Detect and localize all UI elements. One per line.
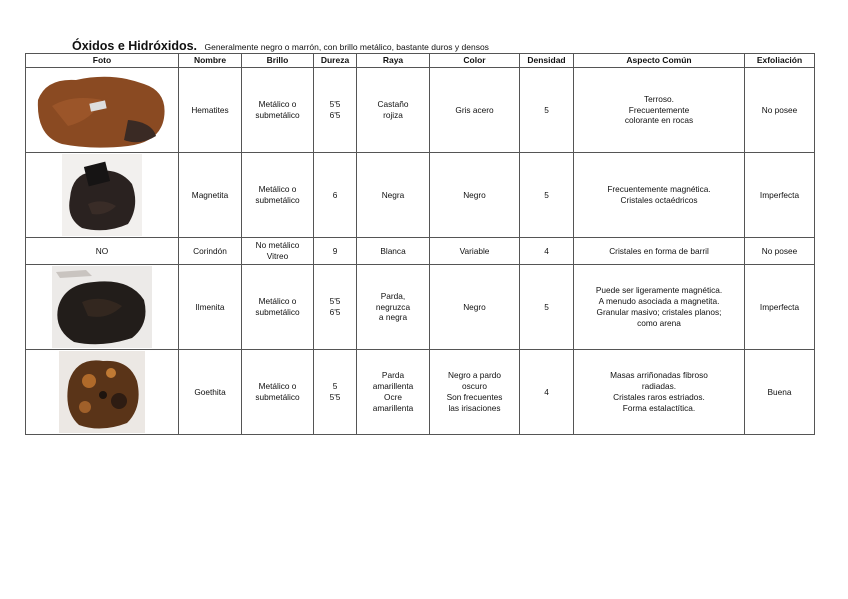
table-row — [26, 265, 815, 350]
title-main: Óxidos e Hidróxidos. — [72, 39, 198, 53]
photo-cell — [26, 153, 179, 238]
column-header-brillo: Brillo — [242, 54, 314, 68]
densidad-cell: 5 — [520, 68, 574, 153]
dureza-cell: 9 — [314, 238, 357, 265]
table-row — [26, 350, 815, 435]
column-header-dureza: Dureza — [314, 54, 357, 68]
column-header-exfoliacion: Exfoliación — [745, 54, 815, 68]
aspecto-cell: Masas arriñonadas fibroso radiadas. Cristales raros estriados. Forma estalactítica. — [574, 350, 745, 435]
hematites-photo — [32, 70, 172, 150]
aspecto-cell: Puede ser ligeramente magnética. A menudo asociada a magnetita. Granular masivo; cristales planos; como arena — [574, 265, 745, 350]
dureza-cell: 5 5'5 — [314, 350, 357, 435]
aspecto-cell: Terroso. Frecuentemente colorante en rocas — [574, 68, 745, 153]
photo-cell — [26, 350, 179, 435]
column-header-aspecto: Aspecto Común — [574, 54, 745, 68]
column-header-nombre: Nombre — [179, 54, 242, 68]
table-row — [26, 68, 815, 153]
color-cell: Negro — [430, 265, 520, 350]
color-cell: Negro a pardo oscuro Son frecuentes las irisaciones — [430, 350, 520, 435]
color-cell: Negro — [430, 153, 520, 238]
exfoliacion-cell: No posee — [745, 68, 815, 153]
aspecto-cell: Frecuentemente magnética. Cristales octaédricos — [574, 153, 745, 238]
brillo-cell: Metálico o submetálico — [242, 350, 314, 435]
magnetita-photo — [62, 154, 142, 236]
title-subtitle: Generalmente negro o marrón, con brillo metálico, bastante duros y densos — [204, 42, 489, 52]
mineral-name: Hematites — [179, 68, 242, 153]
aspecto-cell: Cristales en forma de barril — [574, 238, 745, 265]
exfoliacion-cell: Imperfecta — [745, 265, 815, 350]
brillo-cell: No metálico Vitreo — [242, 238, 314, 265]
densidad-cell: 5 — [520, 153, 574, 238]
color-cell: Variable — [430, 238, 520, 265]
dureza-cell: 6 — [314, 153, 357, 238]
column-header-raya: Raya — [357, 54, 430, 68]
dureza-cell: 5'5 6'5 — [314, 68, 357, 153]
mineral-name: Goethita — [179, 350, 242, 435]
minerals-table — [25, 53, 815, 435]
brillo-cell: Metálico o submetálico — [242, 265, 314, 350]
exfoliacion-cell: No posee — [745, 238, 815, 265]
raya-cell: Parda amarillenta Ocre amarillenta — [357, 350, 430, 435]
mineral-name: Magnetita — [179, 153, 242, 238]
raya-cell: Castaño rojiza — [357, 68, 430, 153]
photo-cell — [26, 68, 179, 153]
exfoliacion-cell: Buena — [745, 350, 815, 435]
densidad-cell: 5 — [520, 265, 574, 350]
mineral-name: Ilmenita — [179, 265, 242, 350]
densidad-cell: 4 — [520, 350, 574, 435]
ilmenita-photo — [52, 266, 152, 348]
raya-cell: Negra — [357, 153, 430, 238]
color-cell: Gris acero — [430, 68, 520, 153]
exfoliacion-cell: Imperfecta — [745, 153, 815, 238]
mineral-name: Corindón — [179, 238, 242, 265]
table-row — [26, 238, 815, 265]
column-header-densidad: Densidad — [520, 54, 574, 68]
brillo-cell: Metálico o submetálico — [242, 68, 314, 153]
brillo-cell: Metálico o submetálico — [242, 153, 314, 238]
raya-cell: Parda, negruzca a negra — [357, 265, 430, 350]
table-header-row — [26, 54, 815, 68]
densidad-cell: 4 — [520, 238, 574, 265]
table-row — [26, 153, 815, 238]
goethita-photo — [59, 351, 145, 433]
photo-cell: NO — [26, 238, 179, 265]
dureza-cell: 5'5 6'5 — [314, 265, 357, 350]
column-header-color: Color — [430, 54, 520, 68]
raya-cell: Blanca — [357, 238, 430, 265]
photo-cell — [26, 265, 179, 350]
column-header-foto: Foto — [26, 54, 179, 68]
